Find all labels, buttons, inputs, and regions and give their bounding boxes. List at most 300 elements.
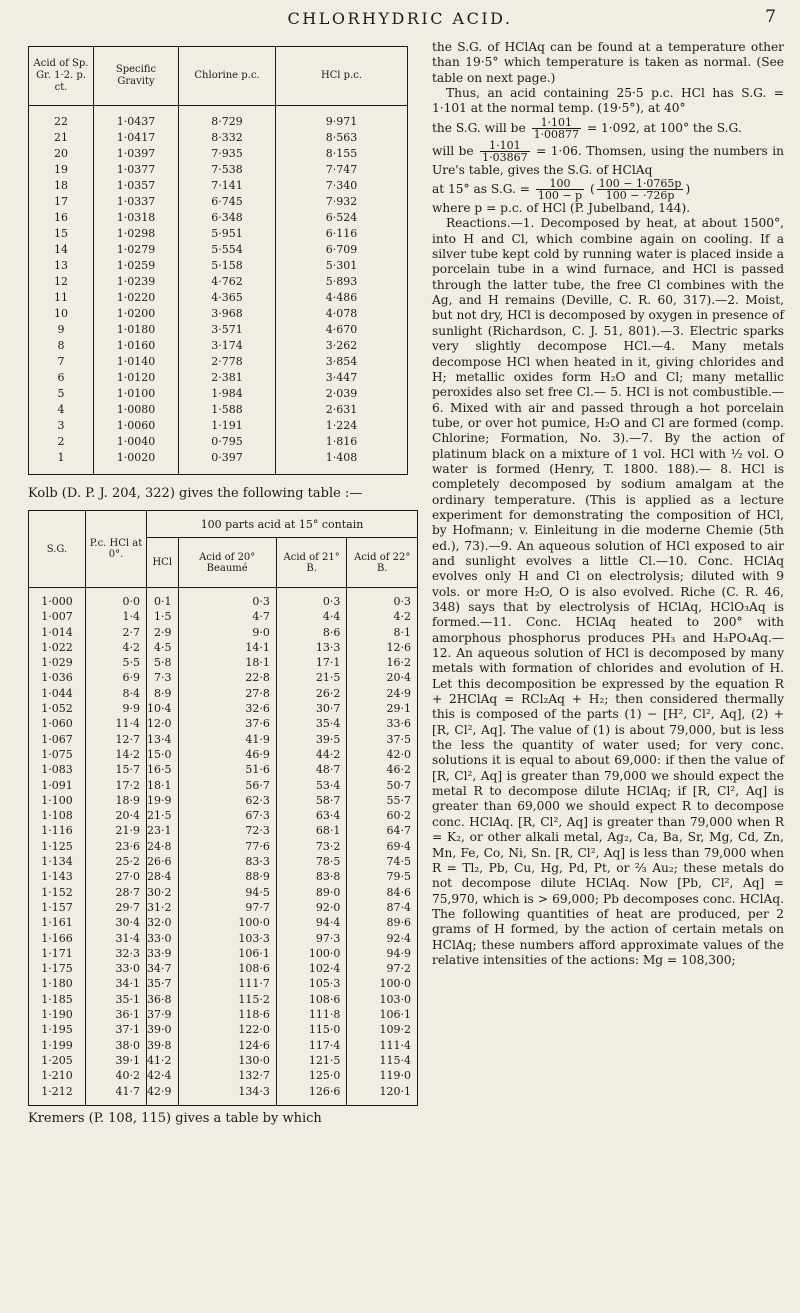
table-cell: 33·0 [86, 961, 147, 976]
table-cell: 1·212 [29, 1084, 86, 1099]
table-cell: 84·6 [347, 885, 418, 900]
table-cell: 3·571 [179, 322, 276, 338]
table1-header-hcl: HCl p.c. [276, 47, 408, 106]
table-cell: 32·0 [147, 915, 179, 930]
table-cell: 2·7 [86, 625, 147, 640]
table-cell: 4·670 [276, 322, 408, 338]
table-cell: 13 [29, 258, 94, 274]
table-cell: 2·778 [179, 354, 276, 370]
table-cell: 17·2 [86, 778, 147, 793]
table-cell: 7 [29, 354, 94, 370]
table-cell: 1·408 [276, 450, 408, 466]
table-cell: 44·2 [276, 747, 347, 762]
table-cell: 19 [29, 162, 94, 178]
table-cell: 1·060 [29, 716, 86, 731]
table-cell: 1·000 [29, 594, 86, 609]
table-row [29, 869, 418, 884]
table-cell: 8·155 [276, 146, 408, 162]
fraction-2-num: 1·101 [480, 140, 530, 152]
table-cell: 5 [29, 386, 94, 402]
table-cell: 5·158 [179, 258, 276, 274]
table-cell: 9·0 [178, 625, 276, 640]
table-cell: 60·2 [347, 808, 418, 823]
kolb-intro: Kolb (D. P. J. 204, 322) gives the following table :— [28, 486, 363, 501]
table2-header-acid21: Acid of 21° B. [276, 538, 347, 588]
table-cell: 10 [29, 306, 94, 322]
table2-header-acid22: Acid of 22° B. [347, 538, 418, 588]
table-cell: 2·631 [276, 402, 408, 418]
table-cell: 7·141 [179, 178, 276, 194]
table-cell: 1·036 [29, 670, 86, 685]
table-cell: 1·190 [29, 1007, 86, 1022]
table-cell: 74·5 [347, 854, 418, 869]
table-cell: 38·0 [86, 1038, 147, 1053]
table-cell: 34·1 [86, 976, 147, 991]
fraction-4-den: 100 − ·726p [605, 189, 675, 203]
table-cell: 1·0239 [94, 274, 179, 290]
table-cell: 117·4 [276, 1038, 347, 1053]
fraction-1-num: 1·101 [532, 117, 582, 129]
table2-header-group: 100 parts acid at 15° contain [147, 511, 418, 538]
table-cell: 105·3 [276, 976, 347, 991]
table-cell: 1·199 [29, 1038, 86, 1053]
table-cell: 13·4 [147, 732, 179, 747]
table-cell: 69·4 [347, 839, 418, 854]
table-row [29, 402, 408, 418]
table-cell: 39·5 [276, 732, 347, 747]
table-row [29, 1068, 418, 1083]
table-cell: 41·2 [147, 1053, 179, 1068]
table-cell: 4·365 [179, 290, 276, 306]
table-cell: 56·7 [178, 778, 276, 793]
eq1-lead: the S.G. will be [432, 120, 526, 135]
table-cell: 103·3 [178, 931, 276, 946]
table-row [29, 178, 408, 194]
table-cell: 18·1 [147, 778, 179, 793]
table-cell: 31·2 [147, 900, 179, 915]
table-cell: 39·1 [86, 1053, 147, 1068]
equation-line-2 [432, 140, 784, 178]
table-cell: 6·348 [179, 210, 276, 226]
table-row [29, 931, 418, 946]
table-cell: 13·3 [276, 640, 347, 655]
table-cell: 1·816 [276, 434, 408, 450]
table-cell: 5·8 [147, 655, 179, 670]
table-cell: 0·397 [179, 450, 276, 466]
table-cell: 1·0160 [94, 338, 179, 354]
table-row [29, 194, 408, 210]
table-cell: 35·1 [86, 992, 147, 1007]
table2-header-hcl: HCl [147, 538, 179, 588]
table-cell: 33·9 [147, 946, 179, 961]
table-cell: 41·7 [86, 1084, 147, 1099]
table2-header-pc: P.c. HCl at 0°. [86, 511, 147, 588]
table-cell: 1·0298 [94, 226, 179, 242]
table-cell: 124·6 [178, 1038, 276, 1053]
table-cell: 64·7 [347, 823, 418, 838]
table-cell: 1·091 [29, 778, 86, 793]
table-cell: 126·6 [276, 1084, 347, 1099]
table-row [29, 146, 408, 162]
table1-body [29, 106, 408, 475]
table-cell: 2·381 [179, 370, 276, 386]
table-cell: 14·2 [86, 747, 147, 762]
table-cell: 21·5 [147, 808, 179, 823]
table-cell: 7·3 [147, 670, 179, 685]
page-number: 7 [765, 7, 776, 27]
table-row [29, 625, 418, 640]
table-cell: 31·4 [86, 931, 147, 946]
table-row [29, 274, 408, 290]
table-cell: 33·0 [147, 931, 179, 946]
table-row [29, 823, 418, 838]
table-cell: 1·0397 [94, 146, 179, 162]
table-cell: 24·8 [147, 839, 179, 854]
table-row [29, 976, 418, 991]
table-cell: 53·4 [276, 778, 347, 793]
table-cell: 1·116 [29, 823, 86, 838]
table-row [29, 1084, 418, 1099]
table-cell: 0·3 [178, 594, 276, 609]
table-cell: 12·6 [347, 640, 418, 655]
table-cell: 8·6 [276, 625, 347, 640]
table-cell: 115·2 [178, 992, 276, 1007]
table-row [29, 640, 418, 655]
table-cell: 18·9 [86, 793, 147, 808]
table-row [29, 210, 408, 226]
table-cell: 1·0080 [94, 402, 179, 418]
table-row [29, 655, 418, 670]
fraction-2-den: 1·03867 [482, 150, 528, 164]
table-row [29, 418, 408, 434]
table-cell: 100·0 [178, 915, 276, 930]
paragraph-example [432, 86, 784, 117]
table-row [29, 162, 408, 178]
table-row [29, 732, 418, 747]
table-cell: 6·524 [276, 210, 408, 226]
table-cell: 26·6 [147, 854, 179, 869]
table-cell: 35·4 [276, 716, 347, 731]
table-cell: 6 [29, 370, 94, 386]
table-cell: 28·7 [86, 885, 147, 900]
table-cell: 1·157 [29, 900, 86, 915]
table-cell: 8·332 [179, 130, 276, 146]
page-header [0, 0, 800, 38]
table-cell: 21·5 [276, 670, 347, 685]
table-cell: 3·447 [276, 370, 408, 386]
table-cell: 16·5 [147, 762, 179, 777]
table-row [29, 716, 418, 731]
table-row [29, 322, 408, 338]
table-row [29, 338, 408, 354]
table-cell: 1·067 [29, 732, 86, 747]
table-cell: 19·9 [147, 793, 179, 808]
table-cell: 4·4 [276, 609, 347, 624]
table-cell: 58·7 [276, 793, 347, 808]
example-text: Thus, an acid containing 25·5 p.c. HCl has S.G. = 1·101 at the normal temp. (19·5°), at 40° [432, 86, 784, 116]
table-cell: 46·9 [178, 747, 276, 762]
table1-header-sg: Specific Gravity [94, 47, 179, 106]
table-cell: 118·6 [178, 1007, 276, 1022]
table-cell: 1·0437 [94, 114, 179, 130]
table-row [29, 594, 418, 609]
table-row [29, 839, 418, 854]
table-row [29, 114, 408, 130]
table-cell: 41·9 [178, 732, 276, 747]
table-row [29, 946, 418, 961]
table-cell: 1·210 [29, 1068, 86, 1083]
table-cell: 108·6 [178, 961, 276, 976]
table-cell: 1·143 [29, 869, 86, 884]
table-row [29, 915, 418, 930]
table-cell: 1·180 [29, 976, 86, 991]
table-cell: 63·4 [276, 808, 347, 823]
table-cell: 11·4 [86, 716, 147, 731]
table-cell: 4·486 [276, 290, 408, 306]
table-cell: 1·007 [29, 609, 86, 624]
table-row [29, 306, 408, 322]
table-cell: 20·4 [347, 670, 418, 685]
table-cell: 8·9 [147, 686, 179, 701]
table-cell: 7·932 [276, 194, 408, 210]
table-cell: 4·078 [276, 306, 408, 322]
table-row [29, 1007, 418, 1022]
table-row [29, 762, 418, 777]
table-cell: 4·2 [86, 640, 147, 655]
running-head: CHLORHYDRIC ACID. [287, 9, 513, 28]
right-column [432, 40, 784, 968]
table-cell: 5·951 [179, 226, 276, 242]
table1-header-acid: Acid of Sp. Gr. 1·2. p. ct. [29, 47, 94, 106]
table-cell: 1·022 [29, 640, 86, 655]
paragraph-where: where p = p.c. of HCl (P. Jubelband, 144). [432, 201, 691, 216]
table-cell: 42·4 [147, 1068, 179, 1083]
table-cell: 94·9 [347, 946, 418, 961]
table2-header-acid20: Acid of 20° Beaumé [178, 538, 276, 588]
table-cell: 1·4 [86, 609, 147, 624]
table-cell: 29·7 [86, 900, 147, 915]
table-cell: 6·9 [86, 670, 147, 685]
table-cell: 1·984 [179, 386, 276, 402]
table-row [29, 370, 408, 386]
table-cell: 67·3 [178, 808, 276, 823]
equation-line-3 [432, 178, 784, 201]
table-row [29, 1022, 418, 1037]
table-cell: 1·0100 [94, 386, 179, 402]
table-cell: 3·854 [276, 354, 408, 370]
table-cell: 2·039 [276, 386, 408, 402]
table-cell: 5·554 [179, 242, 276, 258]
table-cell: 15·7 [86, 762, 147, 777]
table-row [29, 778, 418, 793]
table-cell: 1·100 [29, 793, 86, 808]
table-cell: 17 [29, 194, 94, 210]
table-cell: 121·5 [276, 1053, 347, 1068]
table-cell: 24·9 [347, 686, 418, 701]
table-cell: 4·7 [178, 609, 276, 624]
table-cell: 89·0 [276, 885, 347, 900]
table-cell: 132·7 [178, 1068, 276, 1083]
table-cell: 16·2 [347, 655, 418, 670]
table-cell: 122·0 [178, 1022, 276, 1037]
eq3-lead: at 15° as S.G. = [432, 182, 530, 197]
table-cell: 1·191 [179, 418, 276, 434]
table-cell: 1·152 [29, 885, 86, 900]
table-cell: 34·7 [147, 961, 179, 976]
table-row [29, 854, 418, 869]
table-cell: 1·075 [29, 747, 86, 762]
table-row [29, 434, 408, 450]
table-cell: 115·0 [276, 1022, 347, 1037]
table-cell: 1·0220 [94, 290, 179, 306]
table-cell: 1·108 [29, 808, 86, 823]
table-cell: 1·5 [147, 609, 179, 624]
table-cell: 1·205 [29, 1053, 86, 1068]
table-cell: 8 [29, 338, 94, 354]
table-cell: 1·0318 [94, 210, 179, 226]
table-cell: 3 [29, 418, 94, 434]
table-cell: 1·0180 [94, 322, 179, 338]
table-cell: 26·2 [276, 686, 347, 701]
table-cell: 1·0279 [94, 242, 179, 258]
table-cell: 1·014 [29, 625, 86, 640]
table-cell: 12 [29, 274, 94, 290]
kremers-line: Kremers (P. 108, 115) gives a table by which [28, 1110, 322, 1126]
table-cell: 15·0 [147, 747, 179, 762]
table-cell: 37·6 [178, 716, 276, 731]
table-cell: 9 [29, 322, 94, 338]
table-row [29, 701, 418, 716]
table-cell: 37·1 [86, 1022, 147, 1037]
table-cell: 42·9 [147, 1084, 179, 1099]
left-column [28, 46, 418, 1127]
table-cell: 6·116 [276, 226, 408, 242]
table-cell: 62·3 [178, 793, 276, 808]
table-cell: 22 [29, 114, 94, 130]
table-cell: 36·1 [86, 1007, 147, 1022]
table-cell: 1·0357 [94, 178, 179, 194]
table-cell: 18·1 [178, 655, 276, 670]
table-cell: 8·4 [86, 686, 147, 701]
eq2-tail: = 1·06. Thomsen, using the numbers in Ure's table, gives the S.G. of HClAq [432, 143, 784, 177]
table-cell: 5·5 [86, 655, 147, 670]
table-cell: 1·0259 [94, 258, 179, 274]
table-cell: 1·044 [29, 686, 86, 701]
table-row [29, 686, 418, 701]
table-cell: 1·083 [29, 762, 86, 777]
table-cell: 23·6 [86, 839, 147, 854]
table-cell: 78·5 [276, 854, 347, 869]
table-cell: 1·0040 [94, 434, 179, 450]
table-cell: 20 [29, 146, 94, 162]
table-cell: 130·0 [178, 1053, 276, 1068]
table-cell: 1·195 [29, 1022, 86, 1037]
table-cell: 1·224 [276, 418, 408, 434]
table-cell: 22·8 [178, 670, 276, 685]
table-cell: 3·968 [179, 306, 276, 322]
table-cell: 89·6 [347, 915, 418, 930]
table2-body [29, 588, 418, 1106]
table-row [29, 670, 418, 685]
table-cell: 15 [29, 226, 94, 242]
fraction-4-num: 100 − 1·0765p [598, 177, 682, 191]
table-cell: 9·9 [86, 701, 147, 716]
table-row [29, 885, 418, 900]
eq2-lead: will be [432, 143, 474, 158]
table-cell: 1·171 [29, 946, 86, 961]
table-cell: 0·3 [347, 594, 418, 609]
table-cell: 1·0140 [94, 354, 179, 370]
table-cell: 92·0 [276, 900, 347, 915]
table-cell: 36·8 [147, 992, 179, 1007]
table-cell: 134·3 [178, 1084, 276, 1099]
table-cell: 1·0337 [94, 194, 179, 210]
table-cell: 14 [29, 242, 94, 258]
table-cell: 1·029 [29, 655, 86, 670]
paragraph-temperature: the S.G. of HClAq can be found at a temperature other than 19·5° which temperature is taken as normal. (See table on next page.) [432, 40, 784, 85]
table-cell: 4 [29, 402, 94, 418]
table-cell: 12·7 [86, 732, 147, 747]
table-cell: 111·4 [347, 1038, 418, 1053]
table-row [29, 242, 408, 258]
fraction-3-den: 100 − p [537, 189, 583, 203]
table-cell: 20·4 [86, 808, 147, 823]
table-cell: 33·6 [347, 716, 418, 731]
table-cell: 9·971 [276, 114, 408, 130]
table-cell: 25·2 [86, 854, 147, 869]
table-cell: 11 [29, 290, 94, 306]
table-cell: 1·0060 [94, 418, 179, 434]
specific-gravity-table [28, 46, 408, 475]
table-cell: 3·262 [276, 338, 408, 354]
table-cell: 51·6 [178, 762, 276, 777]
table-cell: 39·8 [147, 1038, 179, 1053]
table-cell: 6·709 [276, 242, 408, 258]
table-row [29, 961, 418, 976]
table-cell: 30·2 [147, 885, 179, 900]
table-cell: 55·7 [347, 793, 418, 808]
table-cell: 8·1 [347, 625, 418, 640]
table-cell: 1·052 [29, 701, 86, 716]
table-row [29, 450, 408, 466]
table2-header-sg: S.G. [29, 511, 86, 588]
table-cell: 111·7 [178, 976, 276, 991]
table-cell: 88·9 [178, 869, 276, 884]
table-row [29, 226, 408, 242]
table-cell: 30·7 [276, 701, 347, 716]
fraction-1-den: 1·00877 [533, 127, 580, 141]
table-cell: 18 [29, 178, 94, 194]
table-cell: 0·3 [276, 594, 347, 609]
eq1-tail: = 1·092, at 100° the S.G. [586, 120, 742, 135]
table-cell: 83·3 [178, 854, 276, 869]
table-row [29, 747, 418, 762]
table-cell: 87·4 [347, 900, 418, 915]
table-cell: 1·0120 [94, 370, 179, 386]
table-cell: 23·1 [147, 823, 179, 838]
table-row [29, 793, 418, 808]
table-row [29, 130, 408, 146]
fraction-4 [597, 178, 684, 201]
table-cell: 1·161 [29, 915, 86, 930]
table-cell: 94·5 [178, 885, 276, 900]
table-cell: 1·0200 [94, 306, 179, 322]
table-cell: 109·2 [347, 1022, 418, 1037]
table-row [29, 258, 408, 274]
table-cell: 46·2 [347, 762, 418, 777]
table-cell: 29·1 [347, 701, 418, 716]
table-cell: 37·9 [147, 1007, 179, 1022]
